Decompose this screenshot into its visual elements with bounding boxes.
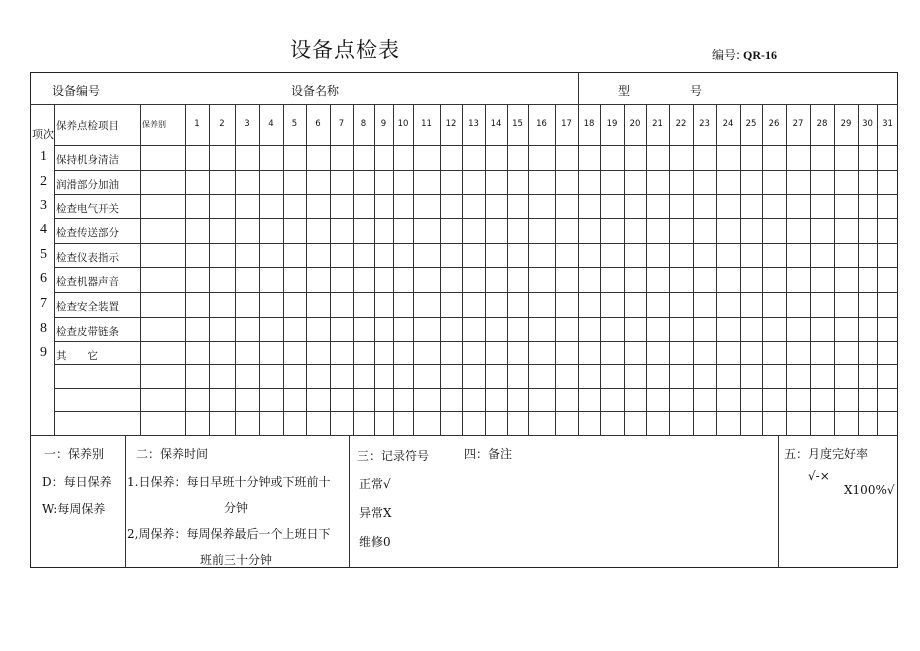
grid-vline <box>740 104 741 435</box>
sec3-normal: 正常√ <box>359 477 391 491</box>
grid-vline <box>462 104 463 435</box>
grid-hline <box>54 317 898 318</box>
page-title: 设备点检表 <box>290 38 400 62</box>
type-label-2: 号 <box>690 84 703 98</box>
item-number: 3 <box>40 198 47 213</box>
sec2-weekly-line1: 2,周保养：每周保养最后一个上班日下 <box>127 527 331 541</box>
type-label-1: 型 <box>618 84 631 98</box>
sec5-formula-top: √-× <box>808 469 830 483</box>
sec1-weekly: W:每周保养 <box>42 502 106 516</box>
grid-vline <box>716 104 717 435</box>
grid-vline <box>283 104 284 435</box>
day-header-28: 28 <box>816 119 828 129</box>
grid-hline <box>54 388 898 389</box>
grid-hline <box>54 170 898 171</box>
grid-vline <box>528 104 529 435</box>
day-header-18: 18 <box>583 119 595 129</box>
grid-vline <box>330 104 331 435</box>
sec3-title: 三：记录符号 <box>357 449 430 463</box>
form-code <box>712 46 777 63</box>
item-number: 2 <box>40 174 47 189</box>
day-header-19: 19 <box>606 119 618 129</box>
grid-vline <box>393 104 394 435</box>
grid-vline <box>786 104 787 435</box>
item-label: 检查传送部分 <box>56 227 119 239</box>
sec2-daily-line1: 1.日保养：每日早班十分钟或下班前十 <box>127 475 331 489</box>
grid-vline <box>374 104 375 435</box>
day-header-24: 24 <box>722 119 734 129</box>
grid-vline <box>54 104 55 435</box>
grid-vline <box>349 435 350 568</box>
item-label: 检查皮带链条 <box>56 326 119 338</box>
item-label: 检查电气开关 <box>56 203 119 215</box>
grid-vline <box>353 104 354 435</box>
day-header-29: 29 <box>840 119 852 129</box>
col-item-index: 项次 <box>32 128 54 141</box>
grid-vline <box>235 104 236 435</box>
equip-name-label: 设备名称 <box>291 84 340 98</box>
grid-vline <box>413 104 414 435</box>
grid-vline <box>209 104 210 435</box>
grid-vline <box>185 104 186 435</box>
grid-vline <box>834 104 835 435</box>
day-header-2: 2 <box>219 119 225 129</box>
form-code-label: 编号: <box>712 48 741 62</box>
grid-vline <box>125 435 126 568</box>
grid-vline <box>762 104 763 435</box>
equip-no-label: 设备编号 <box>52 84 101 98</box>
item-number: 5 <box>40 247 47 262</box>
day-header-20: 20 <box>629 119 641 129</box>
day-header-22: 22 <box>675 119 687 129</box>
item-label: 保持机身清洁 <box>56 154 119 166</box>
day-header-12: 12 <box>445 119 457 129</box>
grid-hline <box>54 267 898 268</box>
item-label: 其 它 <box>56 350 98 362</box>
grid-vline <box>624 104 625 435</box>
day-header-17: 17 <box>561 119 572 129</box>
grid-vline <box>858 104 859 435</box>
grid-vline <box>693 104 694 435</box>
grid-vline <box>669 104 670 435</box>
item-label: 检查安全装置 <box>56 301 119 313</box>
sec5-title: 五：月度完好率 <box>784 447 869 461</box>
day-header-15: 15 <box>512 119 523 129</box>
grid-vline <box>306 104 307 435</box>
grid-hline <box>54 364 898 365</box>
grid-hline <box>54 145 898 146</box>
sec2-daily-line2: 分钟 <box>224 501 249 515</box>
item-number: 9 <box>40 345 47 360</box>
item-label: 检查机器声音 <box>56 276 119 288</box>
grid-vline <box>440 104 441 435</box>
sec3-abnormal: 异常X <box>359 506 392 520</box>
col-item: 保养点检项目 <box>56 120 119 132</box>
item-number: 8 <box>40 321 47 336</box>
day-header-9: 9 <box>380 119 387 129</box>
sec1-title: 一：保养别 <box>44 447 105 461</box>
item-number: 1 <box>40 149 47 164</box>
grid-hline <box>30 435 898 436</box>
day-header-7: 7 <box>338 119 345 129</box>
day-header-16: 16 <box>536 119 547 129</box>
grid-vline <box>578 72 579 105</box>
sec2-weekly-line2: 班前三十分钟 <box>200 553 273 567</box>
grid-vline <box>578 104 579 435</box>
day-header-6: 6 <box>315 119 321 129</box>
sec3-repair: 维修0 <box>359 535 391 549</box>
day-header-27: 27 <box>792 119 804 129</box>
grid-hline <box>54 411 898 412</box>
day-header-14: 14 <box>490 119 502 129</box>
grid-vline <box>507 104 508 435</box>
day-header-23: 23 <box>699 119 710 129</box>
day-header-8: 8 <box>360 119 367 129</box>
sec2-title: 二：保养时间 <box>136 447 209 461</box>
grid-hline <box>54 292 898 293</box>
day-header-31: 31 <box>882 119 893 129</box>
day-header-25: 25 <box>745 119 757 129</box>
item-number: 7 <box>40 296 47 311</box>
day-header-21: 21 <box>652 119 663 129</box>
grid-vline <box>259 104 260 435</box>
col-type: 保养别 <box>142 120 166 129</box>
grid-vline <box>555 104 556 435</box>
day-header-13: 13 <box>468 119 479 129</box>
grid-hline <box>54 218 898 219</box>
item-number: 6 <box>40 271 47 286</box>
item-label: 检查仪表指示 <box>56 252 119 264</box>
grid-vline <box>778 435 779 568</box>
grid-hline <box>54 194 898 195</box>
grid-hline <box>30 104 898 105</box>
grid-vline <box>877 104 878 435</box>
day-header-3: 3 <box>244 119 250 129</box>
day-header-5: 5 <box>291 119 298 129</box>
day-header-1: 1 <box>194 119 200 129</box>
grid-vline <box>140 104 141 435</box>
grid-vline <box>600 104 601 435</box>
day-header-30: 30 <box>862 119 873 129</box>
sec5-formula-bottom: X100%√ <box>844 483 895 497</box>
form-code-value: QR-16 <box>743 48 778 62</box>
grid-hline <box>54 341 898 342</box>
inspection-form <box>30 72 898 568</box>
item-number: 4 <box>40 222 47 237</box>
sec1-daily: D：每日保养 <box>42 475 112 489</box>
item-label: 润滑部分加油 <box>56 179 119 191</box>
grid-hline <box>54 243 898 244</box>
grid-vline <box>810 104 811 435</box>
day-header-26: 26 <box>768 119 780 129</box>
grid-vline <box>485 104 486 435</box>
day-header-4: 4 <box>268 119 274 129</box>
sec4-title: 四：备注 <box>464 447 513 461</box>
grid-vline <box>646 104 647 435</box>
day-header-10: 10 <box>397 119 409 129</box>
day-header-11: 11 <box>421 119 432 129</box>
